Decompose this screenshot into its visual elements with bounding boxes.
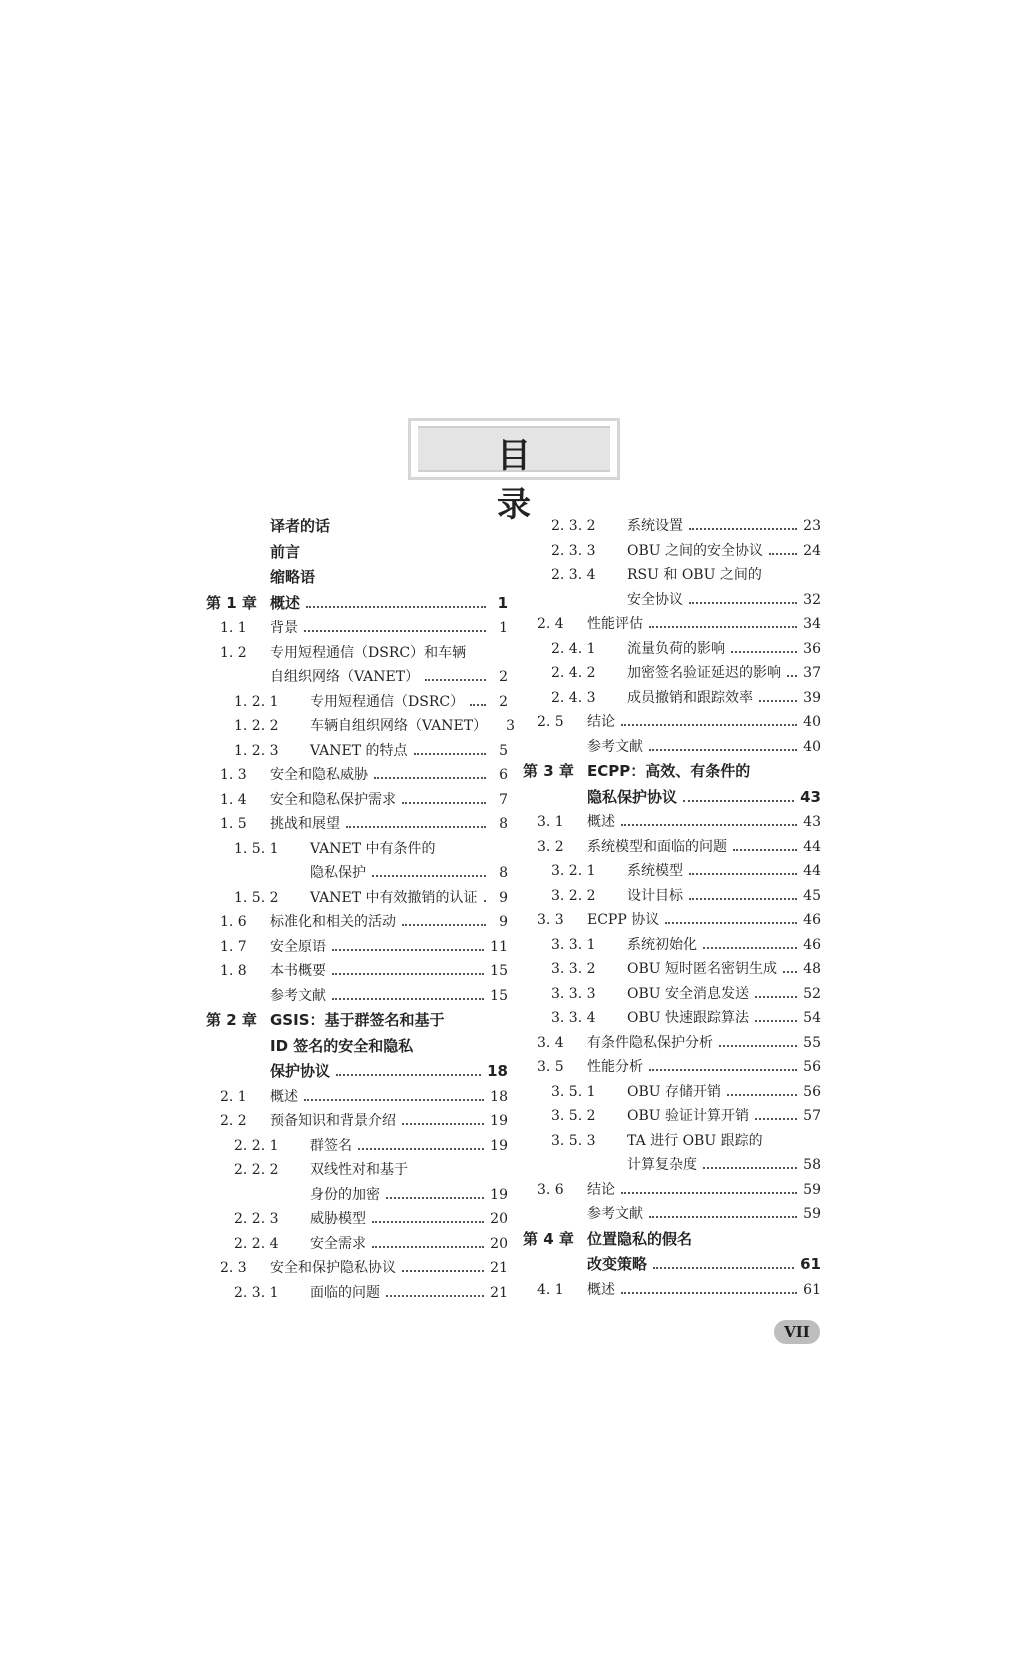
toc-entry-title: 成员撤销和跟踪效率 [627, 689, 753, 706]
toc-entry [523, 1104, 821, 1129]
toc-entry-page: 21 [490, 1284, 508, 1301]
toc-entry-page: 36 [803, 640, 821, 657]
toc-entry-title: 保护协议 [270, 1062, 331, 1080]
toc-leader-dots [402, 924, 486, 926]
toc-entry-page: 1 [499, 620, 508, 636]
toc-entry [523, 908, 821, 933]
toc-entry-number: 2. 4 [537, 616, 564, 632]
toc-entry [523, 810, 821, 835]
toc-leader-dots [755, 1118, 797, 1120]
toc-right-column [523, 514, 821, 1302]
toc-entry-page: 45 [803, 887, 821, 904]
toc-entry [523, 514, 821, 539]
toc-entry-page: 18 [490, 1088, 508, 1105]
toc-entry-page: 43 [803, 814, 821, 830]
toc-leader-dots [402, 1270, 484, 1272]
toc-entry-title: 身份的加密 [310, 1186, 380, 1203]
toc-entry [206, 886, 508, 911]
toc-entry [206, 1008, 508, 1034]
toc-entry-title: 隐私保护协议 [587, 787, 678, 806]
toc-entry [206, 910, 508, 935]
toc-leader-dots [689, 528, 797, 530]
toc-entry-number: 3. 5. 2 [551, 1108, 596, 1124]
toc-leader-dots [649, 626, 797, 628]
toc-entry-number: 2. 2. 4 [234, 1235, 279, 1252]
toc-entry-title: 挑战和展望 [270, 816, 340, 832]
toc-entry-page: 57 [803, 1108, 821, 1124]
toc-entry-page: 23 [803, 518, 821, 534]
toc-entry-page: 15 [490, 987, 508, 1004]
toc-entry-page: 18 [487, 1062, 508, 1080]
toc-entry [523, 637, 821, 662]
toc-entry-title: 参考文献 [587, 1206, 643, 1222]
toc-entry-page: 19 [490, 1113, 508, 1129]
toc-entry-number: 3. 1 [537, 814, 564, 830]
toc-entry-page: 44 [803, 863, 821, 879]
toc-entry-page: 9 [499, 889, 508, 906]
toc-entry [523, 1227, 821, 1253]
toc-entry-page: 52 [803, 985, 821, 1002]
toc-entry-number: 1. 5. 2 [234, 889, 279, 906]
toc-leader-dots [414, 753, 486, 755]
toc-entry-title: TA 进行 OBU 跟踪的 [627, 1132, 763, 1149]
toc-leader-dots [653, 1267, 794, 1269]
toc-entry-title: 标准化和相关的活动 [270, 914, 396, 930]
toc-entry-number: 3. 5. 3 [551, 1132, 596, 1149]
toc-entry-title: 专用短程通信（DSRC）和车辆 [270, 644, 467, 661]
toc-entry-number: 1. 2. 1 [234, 693, 279, 710]
toc-leader-dots [759, 700, 797, 702]
toc-leader-dots [372, 875, 486, 877]
page-title: 目 录 [497, 436, 571, 525]
toc-entry [206, 1109, 508, 1134]
toc-leader-dots [374, 777, 486, 779]
toc-entry-number: 1. 7 [220, 938, 247, 955]
toc-leader-dots [755, 996, 797, 998]
toc-entry [206, 837, 508, 862]
toc-entry [523, 835, 821, 860]
toc-entry-title: OBU 安全消息发送 [627, 985, 750, 1002]
toc-entry-title: 改变策略 [587, 1255, 648, 1273]
toc-entry-title: 面临的问题 [310, 1284, 380, 1301]
toc-entry [523, 735, 821, 760]
toc-entry-number: 3. 2. 2 [551, 887, 596, 904]
toc-entry-title: OBU 短时匿名密钥生成 [627, 961, 778, 977]
toc-entry-number: 3. 3. 2 [551, 961, 596, 977]
toc-entry [206, 1207, 508, 1232]
toc-leader-dots [470, 704, 486, 706]
toc-entry-title: 安全原语 [270, 938, 326, 955]
toc-entry-number: 第 4 章 [523, 1229, 574, 1248]
toc-title-frame [408, 418, 620, 525]
toc-entry-title: ECPP：高效、有条件的 [587, 762, 751, 780]
toc-entry-title: 车辆自组织网络（VANET） [310, 718, 488, 734]
toc-entry-number: 1. 5. 1 [234, 840, 279, 857]
toc-leader-dots [304, 630, 486, 632]
toc-entry [206, 1034, 508, 1060]
toc-leader-dots [703, 947, 797, 949]
toc-entry-title: 参考文献 [270, 987, 326, 1004]
toc-entry-number: 4. 1 [537, 1281, 564, 1298]
toc-entry-number: 2. 3. 1 [234, 1284, 279, 1301]
toc-entry-title: 双线性对和基于 [310, 1162, 408, 1178]
toc-entry-number: 1. 2. 2 [234, 718, 279, 734]
toc-entry-page: 5 [499, 742, 508, 759]
toc-leader-dots [665, 922, 797, 924]
toc-entry [523, 588, 821, 613]
toc-entry-title: 性能评估 [587, 616, 643, 632]
toc-leader-dots [372, 1221, 484, 1223]
toc-entry-number: 1. 1 [220, 620, 247, 636]
toc-entry [206, 714, 516, 739]
toc-entry-title: 概述 [270, 593, 301, 612]
toc-entry-title: 自组织网络（VANET） [270, 669, 420, 685]
toc-entry [206, 514, 508, 540]
toc-entry-title: ECPP 协议 [587, 912, 660, 928]
toc-entry-number: 3. 6 [537, 1181, 564, 1198]
toc-entry-page: 21 [490, 1260, 508, 1276]
toc-entry [206, 665, 508, 690]
toc-entry [206, 540, 508, 566]
toc-leader-dots [769, 553, 797, 555]
toc-entry [206, 616, 508, 641]
toc-entry-page: 9 [499, 914, 508, 930]
toc-entry-number: 2. 5 [537, 714, 564, 730]
toc-entry-page: 6 [499, 767, 508, 783]
toc-entry [523, 539, 821, 564]
toc-entry-number: 2. 4. 1 [551, 640, 596, 657]
toc-leader-dots [621, 824, 797, 826]
toc-leader-dots [649, 749, 797, 751]
toc-entry-title: 结论 [587, 714, 615, 730]
toc-entry [523, 1153, 821, 1178]
toc-entry [206, 1059, 508, 1085]
toc-entry-title: 安全和保护隐私协议 [270, 1260, 396, 1276]
toc-leader-dots [386, 1295, 484, 1297]
toc-entry-number: 2. 2 [220, 1113, 247, 1129]
toc-entry-page: 2 [499, 669, 508, 685]
toc-entry-page: 1 [497, 593, 508, 612]
toc-entry [523, 785, 821, 811]
toc-entry [523, 686, 821, 711]
toc-entry-page: 37 [803, 665, 821, 681]
toc-entry-number: 3. 4 [537, 1034, 564, 1051]
toc-entry-page: 34 [803, 616, 821, 632]
toc-entry [206, 1085, 508, 1110]
toc-entry-title: 本书概要 [270, 963, 326, 979]
toc-entry-title: 流量负荷的影响 [627, 640, 725, 657]
toc-entry-title: RSU 和 OBU 之间的 [627, 567, 762, 583]
toc-leader-dots [755, 1020, 797, 1022]
toc-leader-dots [787, 675, 797, 677]
toc-entry [523, 933, 821, 958]
toc-entry [523, 612, 821, 637]
toc-entry-title: 有条件隐私保护分析 [587, 1034, 713, 1051]
toc-entry-number: 2. 2. 1 [234, 1137, 279, 1154]
toc-entry-number: 2. 3. 3 [551, 542, 596, 559]
toc-entry-title: 设计目标 [627, 887, 683, 904]
toc-leader-dots [689, 602, 797, 604]
toc-entry [206, 763, 508, 788]
toc-entry-page: 59 [803, 1181, 821, 1198]
toc-entry-page: 46 [803, 936, 821, 953]
toc-entry-number: 2. 3. 4 [551, 567, 596, 583]
toc-entry-page: 11 [490, 938, 508, 955]
toc-entry [523, 1055, 821, 1080]
toc-entry-title: 加密签名验证延迟的影响 [627, 665, 781, 681]
toc-entry [523, 710, 821, 735]
toc-entry-number: 第 2 章 [206, 1011, 257, 1029]
toc-entry-title: 威胁模型 [310, 1211, 366, 1227]
toc-entry [206, 812, 508, 837]
toc-entry-title: 概述 [587, 814, 615, 830]
toc-entry [206, 1281, 508, 1306]
toc-entry [206, 1158, 508, 1183]
toc-entry [523, 1031, 821, 1056]
toc-leader-dots [386, 1197, 484, 1199]
toc-entry-page: 15 [490, 963, 508, 979]
toc-entry-number: 第 1 章 [206, 593, 257, 612]
toc-entry-page: 3 [506, 718, 516, 734]
toc-entry-page: 7 [499, 791, 508, 808]
toc-entry-title: 安全和隐私威胁 [270, 767, 368, 783]
toc-entry [206, 690, 508, 715]
toc-entry-title: VANET 的特点 [310, 742, 408, 759]
toc-entry-number: 3. 5. 1 [551, 1083, 596, 1100]
toc-entry-number: 2. 2. 2 [234, 1162, 279, 1178]
toc-entry [523, 982, 821, 1007]
toc-entry-title: VANET 中有效撤销的认证 [310, 889, 478, 906]
toc-entry-title: 位置隐私的假名 [587, 1229, 693, 1248]
toc-entry-title: 概述 [270, 1088, 298, 1105]
toc-entry [206, 591, 508, 617]
toc-entry-number: 2. 4. 2 [551, 665, 596, 681]
toc-entry [523, 759, 821, 785]
toc-entry [523, 1202, 821, 1227]
toc-leader-dots [304, 1099, 484, 1101]
toc-entry-page: 43 [800, 787, 821, 806]
toc-entry [206, 739, 508, 764]
toc-leader-dots [358, 1148, 484, 1150]
toc-entry [523, 1129, 821, 1154]
toc-entry-page: 55 [803, 1034, 821, 1051]
toc-entry [523, 957, 821, 982]
toc-entry-title: 背景 [270, 620, 298, 636]
toc-entry [523, 1252, 821, 1278]
toc-leader-dots [332, 949, 484, 951]
toc-entry-page: 61 [800, 1255, 821, 1273]
toc-leader-dots [372, 1246, 484, 1248]
toc-entry-number: 3. 5 [537, 1059, 564, 1075]
toc-entry-page: 39 [803, 689, 821, 706]
toc-entry [523, 1178, 821, 1203]
toc-entry [206, 984, 508, 1009]
toc-entry-page: 54 [803, 1010, 821, 1026]
toc-entry-number: 3. 3. 4 [551, 1010, 596, 1026]
toc-entry [523, 1278, 821, 1303]
toc-entry-number: 1. 5 [220, 816, 247, 832]
toc-entry-number: 2. 4. 3 [551, 689, 596, 706]
toc-leader-dots [621, 1292, 797, 1294]
toc-entry-title: 译者的话 [270, 517, 331, 535]
toc-entry-title: OBU 快速跟踪算法 [627, 1010, 750, 1026]
toc-entry-title: OBU 存储开销 [627, 1083, 722, 1100]
toc-leader-dots [336, 1074, 481, 1076]
toc-entry-page: 2 [499, 693, 508, 710]
toc-leader-dots [683, 800, 794, 802]
toc-entry [523, 1080, 821, 1105]
toc-entry [206, 861, 508, 886]
toc-entry-title: 系统初始化 [627, 936, 697, 953]
toc-entry [523, 563, 821, 588]
toc-entry-page: 44 [803, 838, 821, 855]
toc-entry-page: 19 [490, 1137, 508, 1154]
toc-entry-number: 第 3 章 [523, 762, 574, 780]
toc-entry-title: 安全协议 [627, 591, 683, 608]
toc-entry-number: 1. 6 [220, 914, 247, 930]
toc-entry-title: 群签名 [310, 1137, 352, 1154]
toc-entry-page: 56 [803, 1059, 821, 1075]
toc-entry [206, 959, 508, 984]
toc-entry [206, 935, 508, 960]
toc-entry-title: OBU 验证计算开销 [627, 1108, 750, 1124]
toc-entry [206, 1183, 508, 1208]
toc-entry-page: 56 [803, 1083, 821, 1100]
toc-entry-title: VANET 中有条件的 [310, 840, 436, 857]
toc-entry-title: 缩略语 [270, 568, 316, 586]
toc-entry-number: 1. 4 [220, 791, 247, 808]
toc-leader-dots [402, 802, 486, 804]
toc-entry-page: 32 [803, 591, 821, 608]
toc-leader-dots [621, 1192, 797, 1194]
toc-leader-dots [649, 1069, 797, 1071]
toc-leader-dots [332, 998, 484, 1000]
toc-entry-title: GSIS：基于群签名和基于 [270, 1011, 445, 1029]
toc-entry-page: 19 [490, 1186, 508, 1203]
toc-entry [523, 1006, 821, 1031]
toc-entry [206, 565, 508, 591]
toc-leader-dots [306, 606, 486, 608]
toc-entry-title: 专用短程通信（DSRC） [310, 693, 465, 710]
toc-entry [523, 661, 821, 686]
toc-entry-page: 46 [803, 912, 821, 928]
toc-entry-page: 61 [803, 1281, 821, 1298]
toc-entry-title: 系统模型 [627, 863, 683, 879]
page-number-badge: VII [774, 1320, 820, 1344]
toc-leader-dots [332, 973, 484, 975]
toc-entry-title: OBU 之间的安全协议 [627, 542, 764, 559]
toc-leader-dots [689, 873, 797, 875]
toc-entry-number: 3. 3. 1 [551, 936, 596, 953]
toc-leader-dots [733, 849, 797, 851]
toc-entry-title: 结论 [587, 1181, 615, 1198]
toc-entry-number: 1. 3 [220, 767, 247, 783]
toc-leader-dots [727, 1094, 797, 1096]
toc-entry [206, 641, 508, 666]
toc-left-column [206, 514, 516, 1305]
toc-entry-page: 48 [803, 961, 821, 977]
toc-entry-page: 59 [803, 1206, 821, 1222]
toc-entry-number: 1. 8 [220, 963, 247, 979]
toc-entry-number: 3. 2 [537, 838, 564, 855]
toc-entry [206, 1256, 508, 1281]
toc-entry-title: 计算复杂度 [627, 1157, 697, 1173]
toc-leader-dots [689, 898, 797, 900]
toc-entry-title: ID 签名的安全和隐私 [270, 1036, 414, 1055]
toc-entry-title: 参考文献 [587, 738, 643, 755]
toc-entry-page: 20 [490, 1211, 508, 1227]
toc-entry-number: 3. 2. 1 [551, 863, 596, 879]
toc-entry-number: 2. 3. 2 [551, 518, 596, 534]
toc-entry-number: 1. 2. 3 [234, 742, 279, 759]
toc-entry-page: 40 [803, 738, 821, 755]
toc-entry-number: 2. 1 [220, 1088, 247, 1105]
toc-entry-number: 1. 2 [220, 644, 247, 661]
toc-entry-title: 预备知识和背景介绍 [270, 1113, 396, 1129]
toc-entry [206, 788, 508, 813]
toc-leader-dots [719, 1045, 797, 1047]
toc-entry-number: 3. 3. 3 [551, 985, 596, 1002]
toc-entry-title: 系统设置 [627, 518, 683, 534]
toc-leader-dots [703, 1167, 797, 1169]
toc-leader-dots [402, 1123, 484, 1125]
toc-entry [523, 859, 821, 884]
toc-entry-page: 58 [803, 1157, 821, 1173]
toc-entry-number: 3. 3 [537, 912, 564, 928]
toc-entry [206, 1232, 508, 1257]
toc-entry-title: 安全和隐私保护需求 [270, 791, 396, 808]
toc-entry-title: 前言 [270, 542, 301, 561]
toc-entry-title: 隐私保护 [310, 865, 366, 881]
toc-leader-dots [484, 900, 486, 902]
toc-leader-dots [425, 679, 486, 681]
toc-leader-dots [621, 724, 797, 726]
toc-entry-page: 20 [490, 1235, 508, 1252]
toc-entry-number: 2. 2. 3 [234, 1211, 279, 1227]
toc-leader-dots [346, 826, 486, 828]
toc-entry-page: 8 [499, 816, 508, 832]
toc-leader-dots [731, 651, 797, 653]
toc-entry-page: 8 [499, 865, 508, 881]
toc-entry-title: 安全需求 [310, 1235, 366, 1252]
toc-entry [523, 884, 821, 909]
toc-entry-title: 性能分析 [587, 1059, 643, 1075]
toc-entry-title: 概述 [587, 1281, 615, 1298]
toc-entry-page: 40 [803, 714, 821, 730]
toc-entry [206, 1134, 508, 1159]
toc-entry-title: 系统模型和面临的问题 [587, 838, 727, 855]
toc-entry-number: 2. 3 [220, 1260, 247, 1276]
toc-entry-page: 24 [803, 542, 821, 559]
toc-leader-dots [649, 1216, 797, 1218]
toc-leader-dots [783, 971, 797, 973]
